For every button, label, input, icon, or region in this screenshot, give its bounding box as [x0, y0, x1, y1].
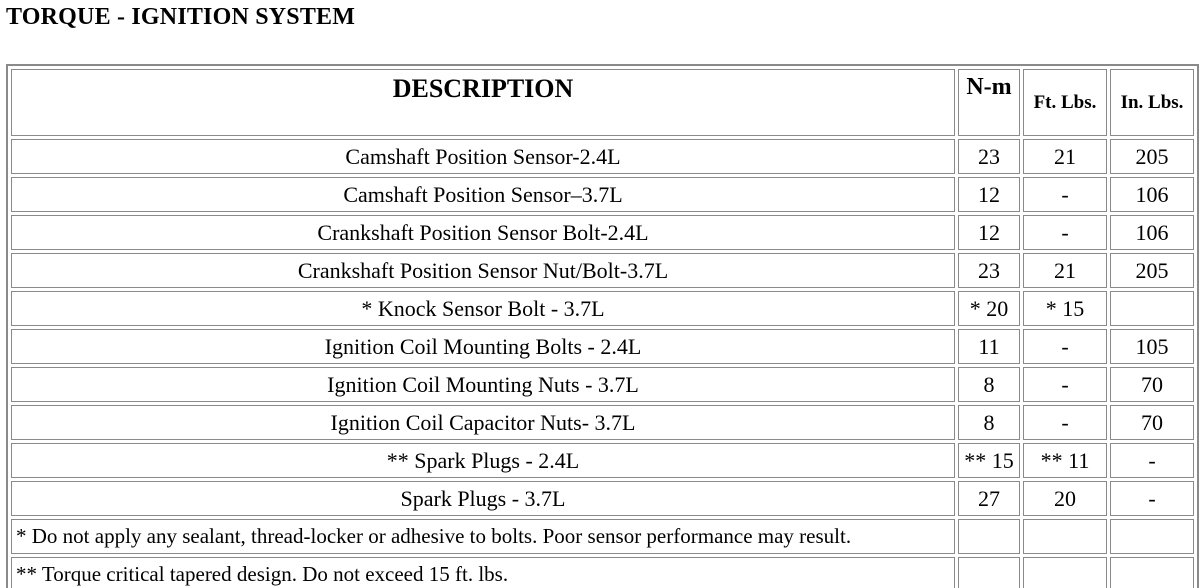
table-row: [11, 367, 1194, 402]
row-nm: 11: [958, 329, 1020, 364]
empty-cell: [1110, 557, 1194, 588]
row-nm: 27: [958, 481, 1020, 516]
row-description: Ignition Coil Mounting Bolts - 2.4L: [11, 329, 955, 364]
row-in-lbs: 205: [1110, 253, 1194, 288]
row-description: Camshaft Position Sensor–3.7L: [11, 177, 955, 212]
row-ft-lbs: -: [1023, 367, 1107, 402]
row-ft-lbs: * 15: [1023, 291, 1107, 326]
row-description: Spark Plugs - 3.7L: [11, 481, 955, 516]
torque-table: [6, 64, 1199, 588]
note-row: [11, 519, 1194, 554]
row-nm: 23: [958, 139, 1020, 174]
row-description: Ignition Coil Mounting Nuts - 3.7L: [11, 367, 955, 402]
row-nm: ** 15: [958, 443, 1020, 478]
footnote-torque-critical: ** Torque critical tapered design. Do not exceed 15 ft. lbs.: [11, 557, 955, 588]
table-row: [11, 291, 1194, 326]
row-ft-lbs: 20: [1023, 481, 1107, 516]
table-row: [11, 215, 1194, 250]
row-in-lbs: 70: [1110, 405, 1194, 440]
row-in-lbs: 70: [1110, 367, 1194, 402]
row-in-lbs: 106: [1110, 215, 1194, 250]
footnote-sealant: * Do not apply any sealant, thread-locker or adhesive to bolts. Poor sensor performance may result.: [11, 519, 955, 554]
empty-cell: [958, 557, 1020, 588]
row-in-lbs: -: [1110, 443, 1194, 478]
header-nm: N-m: [958, 69, 1020, 136]
row-nm: 8: [958, 367, 1020, 402]
row-nm: * 20: [958, 291, 1020, 326]
row-ft-lbs: -: [1023, 329, 1107, 364]
table-row: [11, 481, 1194, 516]
header-description: DESCRIPTION: [11, 69, 955, 136]
row-description: * Knock Sensor Bolt - 3.7L: [11, 291, 955, 326]
row-in-lbs: 205: [1110, 139, 1194, 174]
page-title: TORQUE - IGNITION SYSTEM: [6, 4, 356, 30]
table-row: [11, 253, 1194, 288]
header-ft-lbs: Ft. Lbs.: [1023, 69, 1107, 136]
note-row: [11, 557, 1194, 588]
table-row: [11, 329, 1194, 364]
row-ft-lbs: 21: [1023, 253, 1107, 288]
row-description: Crankshaft Position Sensor Nut/Bolt-3.7L: [11, 253, 955, 288]
row-nm: 12: [958, 177, 1020, 212]
row-in-lbs: [1110, 291, 1194, 326]
empty-cell: [1023, 519, 1107, 554]
row-in-lbs: -: [1110, 481, 1194, 516]
row-description: Crankshaft Position Sensor Bolt-2.4L: [11, 215, 955, 250]
row-ft-lbs: -: [1023, 177, 1107, 212]
empty-cell: [958, 519, 1020, 554]
row-in-lbs: 105: [1110, 329, 1194, 364]
header-in-lbs: In. Lbs.: [1110, 69, 1194, 136]
table-row: [11, 443, 1194, 478]
table-row: [11, 177, 1194, 212]
row-description: Camshaft Position Sensor-2.4L: [11, 139, 955, 174]
row-in-lbs: 106: [1110, 177, 1194, 212]
table-row: [11, 405, 1194, 440]
row-nm: 23: [958, 253, 1020, 288]
row-ft-lbs: 21: [1023, 139, 1107, 174]
row-ft-lbs: ** 11: [1023, 443, 1107, 478]
table-row: [11, 139, 1194, 174]
row-nm: 12: [958, 215, 1020, 250]
row-description: Ignition Coil Capacitor Nuts- 3.7L: [11, 405, 955, 440]
row-description: ** Spark Plugs - 2.4L: [11, 443, 955, 478]
row-nm: 8: [958, 405, 1020, 440]
row-ft-lbs: -: [1023, 215, 1107, 250]
header-row: [11, 69, 1194, 136]
empty-cell: [1110, 519, 1194, 554]
row-ft-lbs: -: [1023, 405, 1107, 440]
empty-cell: [1023, 557, 1107, 588]
